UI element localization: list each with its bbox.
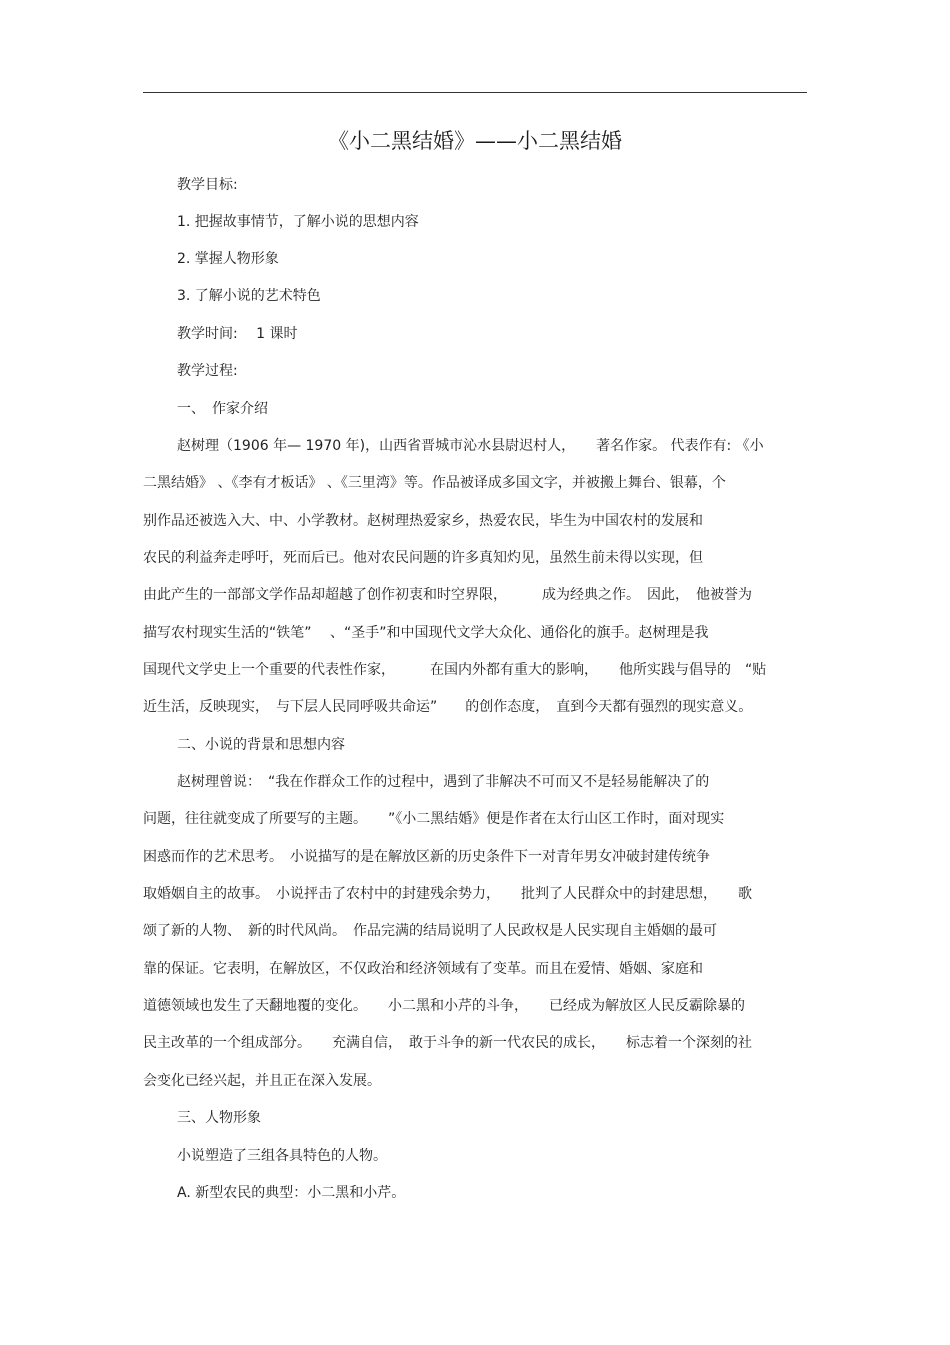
paragraph-line: 农民的利益奔走呼吁，死而后已。他对农民问题的许多真知灼见，虽然生前未得以实现，但 <box>143 550 703 566</box>
top-rule <box>143 92 807 93</box>
paragraph-line: 赵树理（1906 年— 1970 年)，山西省晋城市沁水县尉迟村人， 著名作家。 代表作有: 《小 <box>177 438 764 454</box>
paragraph-line: 问题，往往就变成了所要写的主题。 ”《小二黑结婚》便是作者在太行山区工作时，面对现实 <box>143 811 725 827</box>
paragraph-line: 会变化已经兴起，并且正在深入发展。 <box>143 1073 381 1089</box>
paragraph-line: 描写农村现实生活的“铁笔” 、“圣手”和中国现代文学大众化、通俗化的旗手。赵树理是我 <box>143 625 709 641</box>
paragraph-line: 道德领域也发生了天翻地覆的变化。 小二黑和小芹的斗争， 已经成为解放区人民反霸除暴的 <box>143 998 745 1014</box>
paragraph-line: 国现代文学史上一个重要的代表性作家， 在国内外都有重大的影响， 他所实践与倡导的 “贴 <box>143 662 767 678</box>
goal-item-1: 1. 把握故事情节，了解小说的思想内容 <box>177 214 419 230</box>
paragraph-line: 取婚姻自主的故事。 小说抨击了农村中的封建残余势力， 批判了人民群众中的封建思想， 歌 <box>143 886 752 902</box>
teaching-time: 教学时间: 1 课时 <box>177 326 298 342</box>
section-heading-3: 三、人物形象 <box>177 1110 261 1126</box>
goal-item-2: 2. 掌握人物形象 <box>177 251 279 267</box>
paragraph-line: 困惑而作的艺术思考。 小说描写的是在解放区新的历史条件下一对青年男女冲破封建传统争 <box>143 849 710 865</box>
paragraph-line: 靠的保证。它表明，在解放区，不仅政治和经济领域有了变革。而且在爱情、婚姻、家庭和 <box>143 961 703 977</box>
paragraph-line: 颂了新的人物、 新的时代风尚。 作品完满的结局说明了人民政权是人民实现自主婚姻的最可 <box>143 923 717 939</box>
heading-teaching-goals: 教学目标: <box>177 177 238 193</box>
paragraph-line: 二黑结婚》 、《李有才板话》 、《三里湾》等。作品被译成多国文字，并被搬上舞台、银幕，个 <box>143 475 726 491</box>
paragraph-line: 由此产生的一部部文学作品却超越了创作初衷和时空界限， 成为经典之作。 因此， 他被誉为 <box>143 587 752 603</box>
paragraph-line: 赵树理曾说： “我在作群众工作的过程中，遇到了非解决不可而又不是轻易能解决了的 <box>177 774 710 790</box>
list-item-a: A. 新型农民的典型：小二黑和小芹。 <box>177 1185 406 1201</box>
goal-item-3: 3. 了解小说的艺术特色 <box>177 288 321 304</box>
paragraph-line: 小说塑造了三组各具特色的人物。 <box>177 1148 387 1164</box>
paragraph-line: 近生活，反映现实， 与下层人民同呼吸共命运” 的创作态度， 直到今天都有强烈的现实意义。 <box>143 699 753 715</box>
section-heading-2: 二、小说的背景和思想内容 <box>177 737 345 753</box>
heading-teaching-process: 教学过程: <box>177 363 238 379</box>
section-heading-1: 一、 作家介绍 <box>177 401 268 417</box>
paragraph-line: 民主改革的一个组成部分。 充满自信， 敢于斗争的新一代农民的成长， 标志着一个深刻的社 <box>143 1035 752 1051</box>
paragraph-line: 别作品还被选入大、中、小学教材。赵树理热爱家乡，热爱农民，毕生为中国农村的发展和 <box>143 513 703 529</box>
page-title: 《小二黑结婚》——小二黑结婚 <box>328 129 622 153</box>
